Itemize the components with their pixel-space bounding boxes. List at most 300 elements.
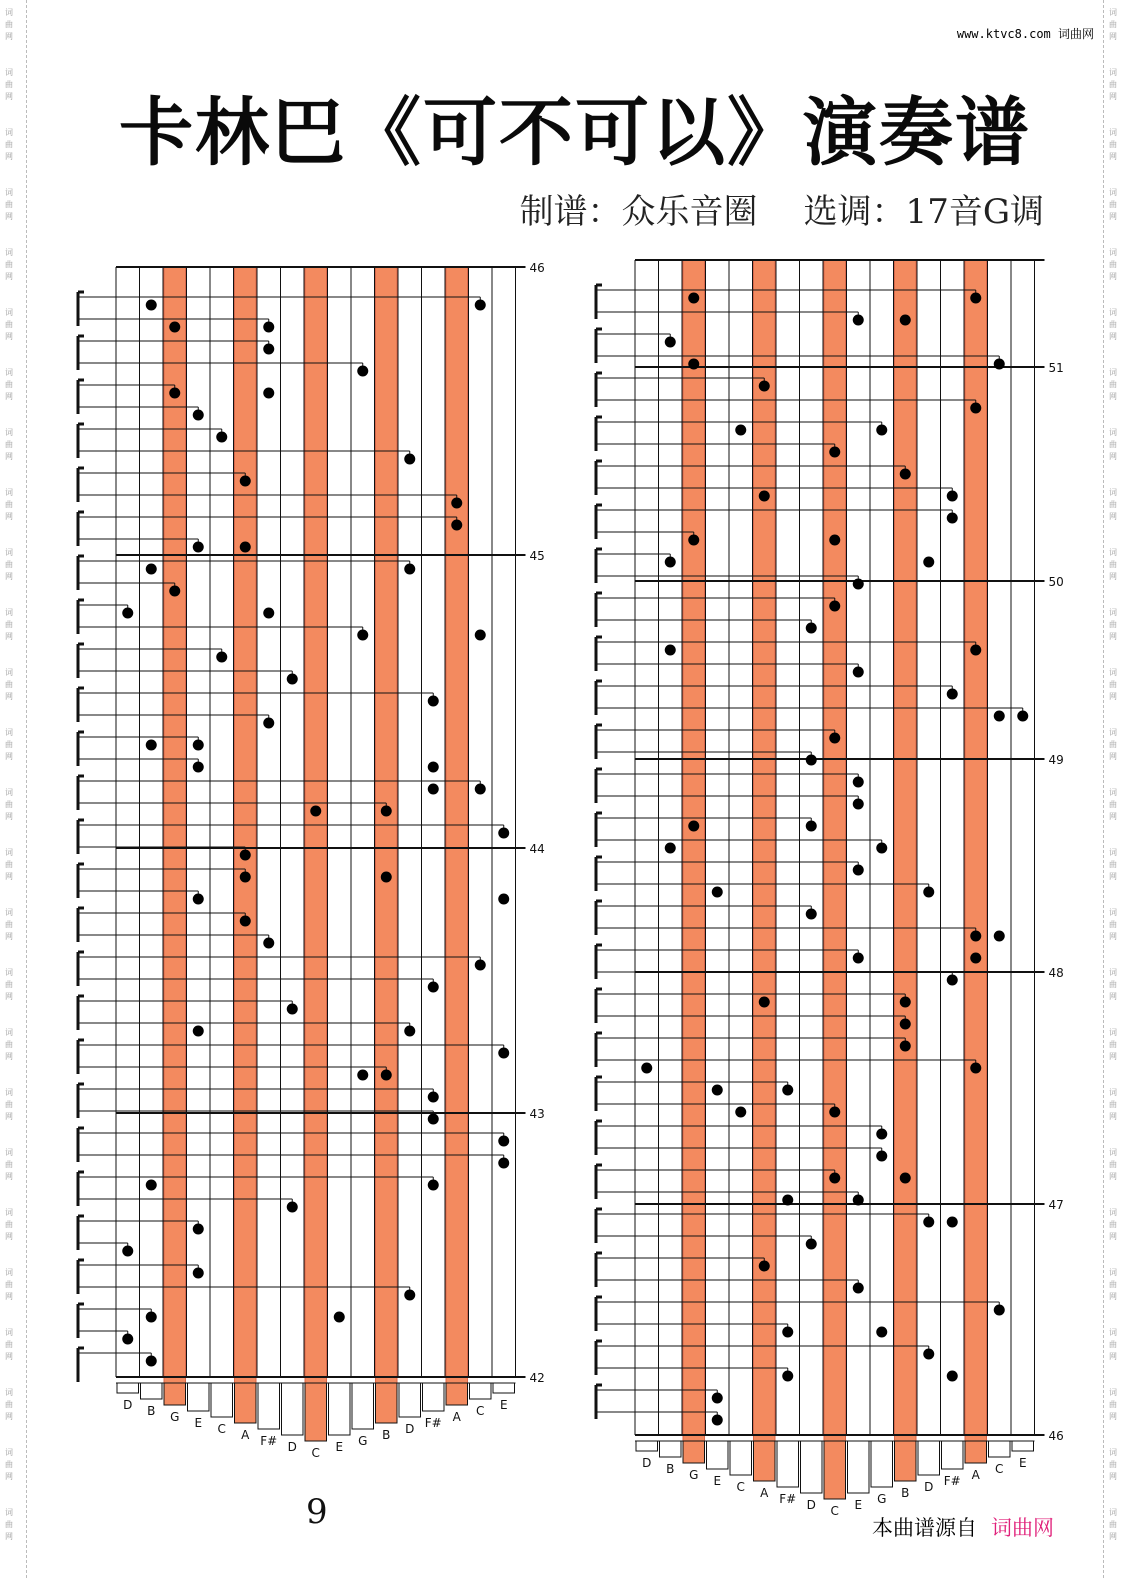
kalimba-tine <box>188 1383 210 1411</box>
side-watermark-glyph: 词 <box>5 488 13 497</box>
side-watermark-glyph: 曲 <box>1109 260 1117 269</box>
side-watermark-glyph: 曲 <box>1109 20 1117 29</box>
note-dot <box>193 1224 204 1235</box>
note-dot <box>900 997 911 1008</box>
side-watermark-glyph: 曲 <box>5 1280 13 1289</box>
side-watermark-glyph: 网 <box>5 452 13 461</box>
side-watermark-glyph: 网 <box>5 1232 13 1241</box>
side-watermark-glyph: 曲 <box>1109 1160 1117 1169</box>
side-watermark-glyph: 曲 <box>1109 1400 1117 1409</box>
highlighted-key-column <box>235 267 257 1405</box>
key-note-label: D <box>123 1398 133 1412</box>
note-dot <box>970 293 981 304</box>
kalimba-tine <box>164 1383 186 1405</box>
side-watermark-glyph: 词 <box>5 548 13 557</box>
side-watermark-glyph: 网 <box>1109 932 1117 941</box>
side-watermark-glyph: 网 <box>1109 1352 1117 1361</box>
key-note-label: D <box>806 1498 816 1512</box>
side-watermark-glyph: 词 <box>5 1508 13 1517</box>
side-watermark-glyph: 词 <box>5 848 13 857</box>
kalimba-tine <box>918 1441 940 1475</box>
side-watermark-glyph: 词 <box>1109 128 1117 137</box>
note-dot <box>806 821 817 832</box>
note-dot <box>782 1327 793 1338</box>
note-dot <box>240 850 251 861</box>
highlighted-key-column <box>446 267 468 1405</box>
note-dot <box>498 894 509 905</box>
side-watermark-glyph: 网 <box>1109 32 1117 41</box>
note-dot <box>287 1004 298 1015</box>
side-watermark-glyph: 曲 <box>5 740 13 749</box>
note-dot <box>853 953 864 964</box>
side-watermark-glyph: 词 <box>5 248 13 257</box>
kalimba-tine <box>258 1383 280 1429</box>
note-dot <box>169 586 180 597</box>
footer-site[interactable]: 词曲网 <box>991 1516 1054 1540</box>
side-watermark-glyph: 曲 <box>1109 680 1117 689</box>
side-watermark-glyph: 词 <box>1109 608 1117 617</box>
side-watermark-glyph: 网 <box>5 752 13 761</box>
key-note-label: D <box>287 1440 297 1454</box>
note-dot <box>876 1129 887 1140</box>
side-watermark-glyph: 网 <box>5 1352 13 1361</box>
note-dot <box>900 1173 911 1184</box>
note-dot <box>876 1151 887 1162</box>
side-watermark-glyph: 词 <box>1109 728 1117 737</box>
side-watermark-glyph: 词 <box>1109 248 1117 257</box>
side-watermark-glyph: 曲 <box>5 500 13 509</box>
note-dot <box>712 1393 723 1404</box>
side-watermark-glyph: 网 <box>1109 392 1117 401</box>
side-watermark-glyph: 网 <box>5 692 13 701</box>
note-dot <box>829 447 840 458</box>
side-watermark-glyph: 曲 <box>1109 800 1117 809</box>
highlighted-key-column <box>895 260 917 1463</box>
side-watermark-glyph: 网 <box>1109 1172 1117 1181</box>
side-watermark-glyph: 曲 <box>5 1400 13 1409</box>
note-dot <box>216 432 227 443</box>
note-dot <box>240 542 251 553</box>
note-dot <box>735 1107 746 1118</box>
key-note-label: B <box>666 1462 675 1476</box>
note-dot <box>947 689 958 700</box>
key-note-label: E <box>335 1440 344 1454</box>
note-dot <box>853 777 864 788</box>
side-watermark-glyph: 曲 <box>1109 1460 1117 1469</box>
kalimba-tine <box>235 1383 257 1423</box>
side-watermark-glyph: 网 <box>1109 872 1117 881</box>
note-dot <box>498 1048 509 1059</box>
note-dot <box>853 799 864 810</box>
key-note-label: B <box>901 1486 910 1500</box>
side-watermark-glyph: 词 <box>5 1388 13 1397</box>
note-dot <box>970 645 981 656</box>
kalimba-tine <box>801 1441 823 1493</box>
note-dot <box>759 491 770 502</box>
side-watermark-glyph: 曲 <box>5 1100 13 1109</box>
note-dot <box>829 733 840 744</box>
note-dot <box>381 806 392 817</box>
side-watermark-glyph: 网 <box>1109 812 1117 821</box>
side-watermark-glyph: 词 <box>1109 1028 1117 1037</box>
side-watermark-glyph: 词 <box>5 428 13 437</box>
note-dot <box>287 674 298 685</box>
note-dot <box>923 1349 934 1360</box>
key-note-label: F# <box>779 1492 797 1506</box>
note-dot <box>475 784 486 795</box>
note-dot <box>829 601 840 612</box>
measure-number: 48 <box>1048 966 1064 980</box>
kalimba-tine <box>824 1441 846 1499</box>
key-note-label: G <box>358 1434 368 1448</box>
note-dot <box>122 608 133 619</box>
kalimba-tine <box>942 1441 964 1469</box>
note-dot <box>193 894 204 905</box>
note-dot <box>806 623 817 634</box>
side-watermark-glyph: 曲 <box>5 1460 13 1469</box>
side-watermark-glyph: 曲 <box>5 380 13 389</box>
kalimba-score-right <box>588 250 1064 1518</box>
note-dot <box>665 645 676 656</box>
kalimba-tine <box>777 1441 799 1487</box>
note-dot <box>853 579 864 590</box>
note-dot <box>193 762 204 773</box>
note-dot <box>263 322 274 333</box>
side-watermark-glyph: 曲 <box>1109 980 1117 989</box>
kalimba-tine <box>117 1383 139 1393</box>
measure-number: 50 <box>1048 575 1064 589</box>
note-dot <box>169 322 180 333</box>
side-watermark-glyph: 词 <box>5 128 13 137</box>
kalimba-tine <box>965 1441 987 1463</box>
note-dot <box>923 1217 934 1228</box>
side-watermark-glyph: 曲 <box>1109 200 1117 209</box>
side-watermark-glyph: 词 <box>1109 908 1117 917</box>
note-dot <box>994 931 1005 942</box>
note-dot <box>404 1290 415 1301</box>
side-watermark-glyph: 词 <box>5 668 13 677</box>
note-dot <box>806 909 817 920</box>
note-dot <box>263 344 274 355</box>
note-dot <box>451 520 462 531</box>
side-watermark-glyph: 词 <box>1109 1388 1117 1397</box>
side-watermark-glyph: 网 <box>5 212 13 221</box>
note-dot <box>428 982 439 993</box>
subtitle <box>474 184 1044 233</box>
side-watermark-glyph: 曲 <box>5 200 13 209</box>
key-note-label: F# <box>943 1474 961 1488</box>
side-watermark-glyph: 词 <box>5 308 13 317</box>
side-watermark-glyph: 词 <box>5 1088 13 1097</box>
note-dot <box>923 887 934 898</box>
note-dot <box>641 1063 652 1074</box>
side-watermark-glyph: 曲 <box>1109 1340 1117 1349</box>
note-dot <box>970 403 981 414</box>
side-watermark-glyph: 网 <box>1109 332 1117 341</box>
highlighted-key-column <box>376 267 398 1405</box>
note-dot <box>169 388 180 399</box>
side-watermark-glyph: 曲 <box>1109 1040 1117 1049</box>
side-watermark-glyph: 曲 <box>1109 140 1117 149</box>
side-watermark-glyph: 网 <box>5 1172 13 1181</box>
side-watermark-glyph: 词 <box>1109 968 1117 977</box>
side-watermark-glyph: 曲 <box>5 920 13 929</box>
kalimba-tine <box>423 1383 445 1411</box>
side-watermark-glyph: 词 <box>5 8 13 17</box>
kalimba-tine <box>329 1383 351 1435</box>
key-info: 选调：17音G调 <box>803 192 1044 232</box>
footer-source[interactable] <box>872 1512 1054 1542</box>
note-dot <box>900 1019 911 1030</box>
note-dot <box>712 1415 723 1426</box>
note-dot <box>665 337 676 348</box>
side-watermark-glyph: 曲 <box>5 80 13 89</box>
side-watermark-glyph: 网 <box>5 332 13 341</box>
side-watermark-glyph: 网 <box>1109 1532 1117 1541</box>
note-dot <box>688 535 699 546</box>
side-watermark-glyph: 曲 <box>1109 740 1117 749</box>
note-dot <box>853 315 864 326</box>
side-watermark-glyph: 词 <box>5 728 13 737</box>
note-dot <box>193 410 204 421</box>
side-watermark-glyph: 网 <box>1109 272 1117 281</box>
side-watermark-glyph: 曲 <box>5 680 13 689</box>
key-note-label: C <box>311 1446 320 1460</box>
key-note-label: E <box>1018 1456 1027 1470</box>
side-watermark-glyph: 网 <box>1109 1292 1117 1301</box>
key-note-label: E <box>499 1398 508 1412</box>
kalimba-tine <box>989 1441 1011 1457</box>
kalimba-tine <box>660 1441 682 1457</box>
side-watermark-glyph: 曲 <box>1109 1220 1117 1229</box>
side-watermark-glyph: 曲 <box>1109 440 1117 449</box>
side-watermark-glyph: 网 <box>5 632 13 641</box>
side-watermark-glyph: 词 <box>5 968 13 977</box>
measure-number: 44 <box>529 842 545 856</box>
side-watermark-glyph: 词 <box>1109 1508 1117 1517</box>
note-dot <box>193 542 204 553</box>
side-watermark-glyph: 网 <box>1109 1052 1117 1061</box>
note-dot <box>263 608 274 619</box>
note-dot <box>829 1107 840 1118</box>
key-note-label: C <box>830 1504 839 1518</box>
note-dot <box>900 1041 911 1052</box>
highlighted-key-column <box>965 260 987 1463</box>
note-dot <box>688 359 699 370</box>
left-watermark-strip <box>0 0 27 1578</box>
side-watermark-glyph: 曲 <box>5 800 13 809</box>
side-watermark-glyph: 曲 <box>5 560 13 569</box>
note-dot <box>782 1085 793 1096</box>
key-note-label: G <box>877 1492 887 1506</box>
side-watermark-glyph: 曲 <box>1109 860 1117 869</box>
side-watermark-glyph: 曲 <box>5 440 13 449</box>
note-dot <box>428 1092 439 1103</box>
note-dot <box>263 718 274 729</box>
side-watermark-glyph: 网 <box>5 92 13 101</box>
side-watermark-glyph: 网 <box>1109 572 1117 581</box>
key-note-label: G <box>689 1468 699 1482</box>
side-watermark-glyph: 曲 <box>5 620 13 629</box>
side-watermark-glyph: 网 <box>1109 1472 1117 1481</box>
side-watermark-glyph: 词 <box>1109 308 1117 317</box>
note-dot <box>688 821 699 832</box>
note-dot <box>475 960 486 971</box>
note-dot <box>122 1334 133 1345</box>
side-watermark-glyph: 词 <box>5 908 13 917</box>
key-note-label: A <box>452 1410 461 1424</box>
note-dot <box>146 1356 157 1367</box>
side-watermark-glyph: 曲 <box>1109 80 1117 89</box>
highlighted-key-column <box>305 267 327 1405</box>
side-watermark-glyph: 词 <box>1109 428 1117 437</box>
side-watermark-glyph: 词 <box>1109 488 1117 497</box>
kalimba-tine <box>141 1383 163 1399</box>
key-note-label: C <box>995 1462 1004 1476</box>
side-watermark-glyph: 曲 <box>1109 620 1117 629</box>
side-watermark-glyph: 网 <box>1109 452 1117 461</box>
key-note-label: D <box>924 1480 934 1494</box>
note-dot <box>994 1305 1005 1316</box>
key-note-label: C <box>736 1480 745 1494</box>
side-watermark-glyph: 曲 <box>5 860 13 869</box>
side-watermark-glyph: 网 <box>5 1532 13 1541</box>
measure-number: 46 <box>529 261 545 275</box>
side-watermark-glyph: 词 <box>5 1268 13 1277</box>
note-dot <box>947 491 958 502</box>
note-dot <box>193 1026 204 1037</box>
note-dot <box>759 1261 770 1272</box>
note-dot <box>334 1312 345 1323</box>
note-dot <box>263 388 274 399</box>
note-dot <box>900 469 911 480</box>
side-watermark-glyph: 网 <box>1109 512 1117 521</box>
measure-number: 42 <box>529 1371 545 1385</box>
kalimba-tine <box>683 1441 705 1463</box>
note-dot <box>947 975 958 986</box>
measure-number: 49 <box>1048 753 1064 767</box>
side-watermark-glyph: 网 <box>1109 1112 1117 1121</box>
side-watermark-glyph: 曲 <box>5 320 13 329</box>
side-watermark-glyph: 网 <box>5 1292 13 1301</box>
side-watermark-glyph: 词 <box>5 1448 13 1457</box>
side-watermark-glyph: 网 <box>5 32 13 41</box>
page-title: 卡林巴《可不可以》演奏谱 <box>119 90 1031 176</box>
key-note-label: B <box>382 1428 391 1442</box>
note-dot <box>735 425 746 436</box>
kalimba-tine <box>707 1441 729 1469</box>
side-watermark-glyph: 词 <box>5 1148 13 1157</box>
note-dot <box>240 476 251 487</box>
note-dot <box>876 1327 887 1338</box>
note-dot <box>1017 711 1028 722</box>
side-watermark-glyph: 网 <box>1109 752 1117 761</box>
side-watermark-glyph: 词 <box>1109 1448 1117 1457</box>
note-dot <box>498 1158 509 1169</box>
note-dot <box>428 696 439 707</box>
right-watermark-strip <box>1103 0 1130 1578</box>
kalimba-tine <box>848 1441 870 1493</box>
side-watermark-glyph: 词 <box>1109 1148 1117 1157</box>
kalimba-tine <box>895 1441 917 1481</box>
side-watermark-glyph: 网 <box>1109 632 1117 641</box>
side-watermark-glyph: 词 <box>1109 548 1117 557</box>
side-watermark-glyph: 词 <box>5 788 13 797</box>
side-watermark-glyph: 曲 <box>5 140 13 149</box>
note-dot <box>806 1239 817 1250</box>
kalimba-tine <box>211 1383 233 1417</box>
key-note-label: D <box>405 1422 415 1436</box>
note-dot <box>970 1063 981 1074</box>
kalimba-tine <box>399 1383 421 1417</box>
kalimba-tine <box>636 1441 658 1451</box>
note-dot <box>357 366 368 377</box>
composer-credit: 制谱：众乐音圈 <box>519 192 758 232</box>
side-watermark-glyph: 网 <box>5 152 13 161</box>
side-watermark-glyph: 曲 <box>1109 380 1117 389</box>
note-dot <box>146 564 157 575</box>
kalimba-tine <box>446 1383 468 1405</box>
key-note-label: A <box>971 1468 980 1482</box>
note-dot <box>240 916 251 927</box>
note-dot <box>853 667 864 678</box>
key-note-label: E <box>854 1498 863 1512</box>
key-note-label: C <box>217 1422 226 1436</box>
side-watermark-glyph: 网 <box>5 932 13 941</box>
note-dot <box>428 1180 439 1191</box>
note-dot <box>287 1202 298 1213</box>
note-dot <box>146 1180 157 1191</box>
side-watermark-glyph: 曲 <box>5 1220 13 1229</box>
note-dot <box>428 762 439 773</box>
side-watermark-glyph: 网 <box>5 872 13 881</box>
note-dot <box>876 843 887 854</box>
measure-number: 46 <box>1048 1429 1064 1443</box>
note-dot <box>829 535 840 546</box>
note-dot <box>900 315 911 326</box>
side-watermark-glyph: 词 <box>1109 1208 1117 1217</box>
note-dot <box>947 1371 958 1382</box>
note-dot <box>310 806 321 817</box>
note-dot <box>428 1114 439 1125</box>
note-dot <box>688 293 699 304</box>
note-dot <box>947 1217 958 1228</box>
side-watermark-glyph: 曲 <box>1109 500 1117 509</box>
side-watermark-glyph: 曲 <box>1109 1280 1117 1289</box>
side-watermark-glyph: 网 <box>5 1472 13 1481</box>
side-watermark-glyph: 词 <box>5 1028 13 1037</box>
note-dot <box>428 784 439 795</box>
side-watermark-glyph: 网 <box>5 1112 13 1121</box>
side-watermark-glyph: 网 <box>1109 1412 1117 1421</box>
site-header[interactable]: www.ktvc8.com 词曲网 <box>956 27 1094 41</box>
note-dot <box>712 887 723 898</box>
key-note-label: E <box>194 1416 203 1430</box>
kalimba-tine <box>730 1441 752 1475</box>
side-watermark-glyph: 词 <box>1109 788 1117 797</box>
side-watermark-glyph: 曲 <box>5 20 13 29</box>
side-watermark-glyph: 曲 <box>5 980 13 989</box>
note-dot <box>665 843 676 854</box>
side-watermark-glyph: 网 <box>1109 212 1117 221</box>
note-dot <box>853 1195 864 1206</box>
kalimba-score-left <box>70 255 545 1460</box>
key-note-label: C <box>476 1404 485 1418</box>
note-dot <box>240 872 251 883</box>
side-watermark-glyph: 词 <box>1109 1328 1117 1337</box>
side-watermark-glyph: 网 <box>5 272 13 281</box>
page-number: 9 <box>306 1492 328 1532</box>
